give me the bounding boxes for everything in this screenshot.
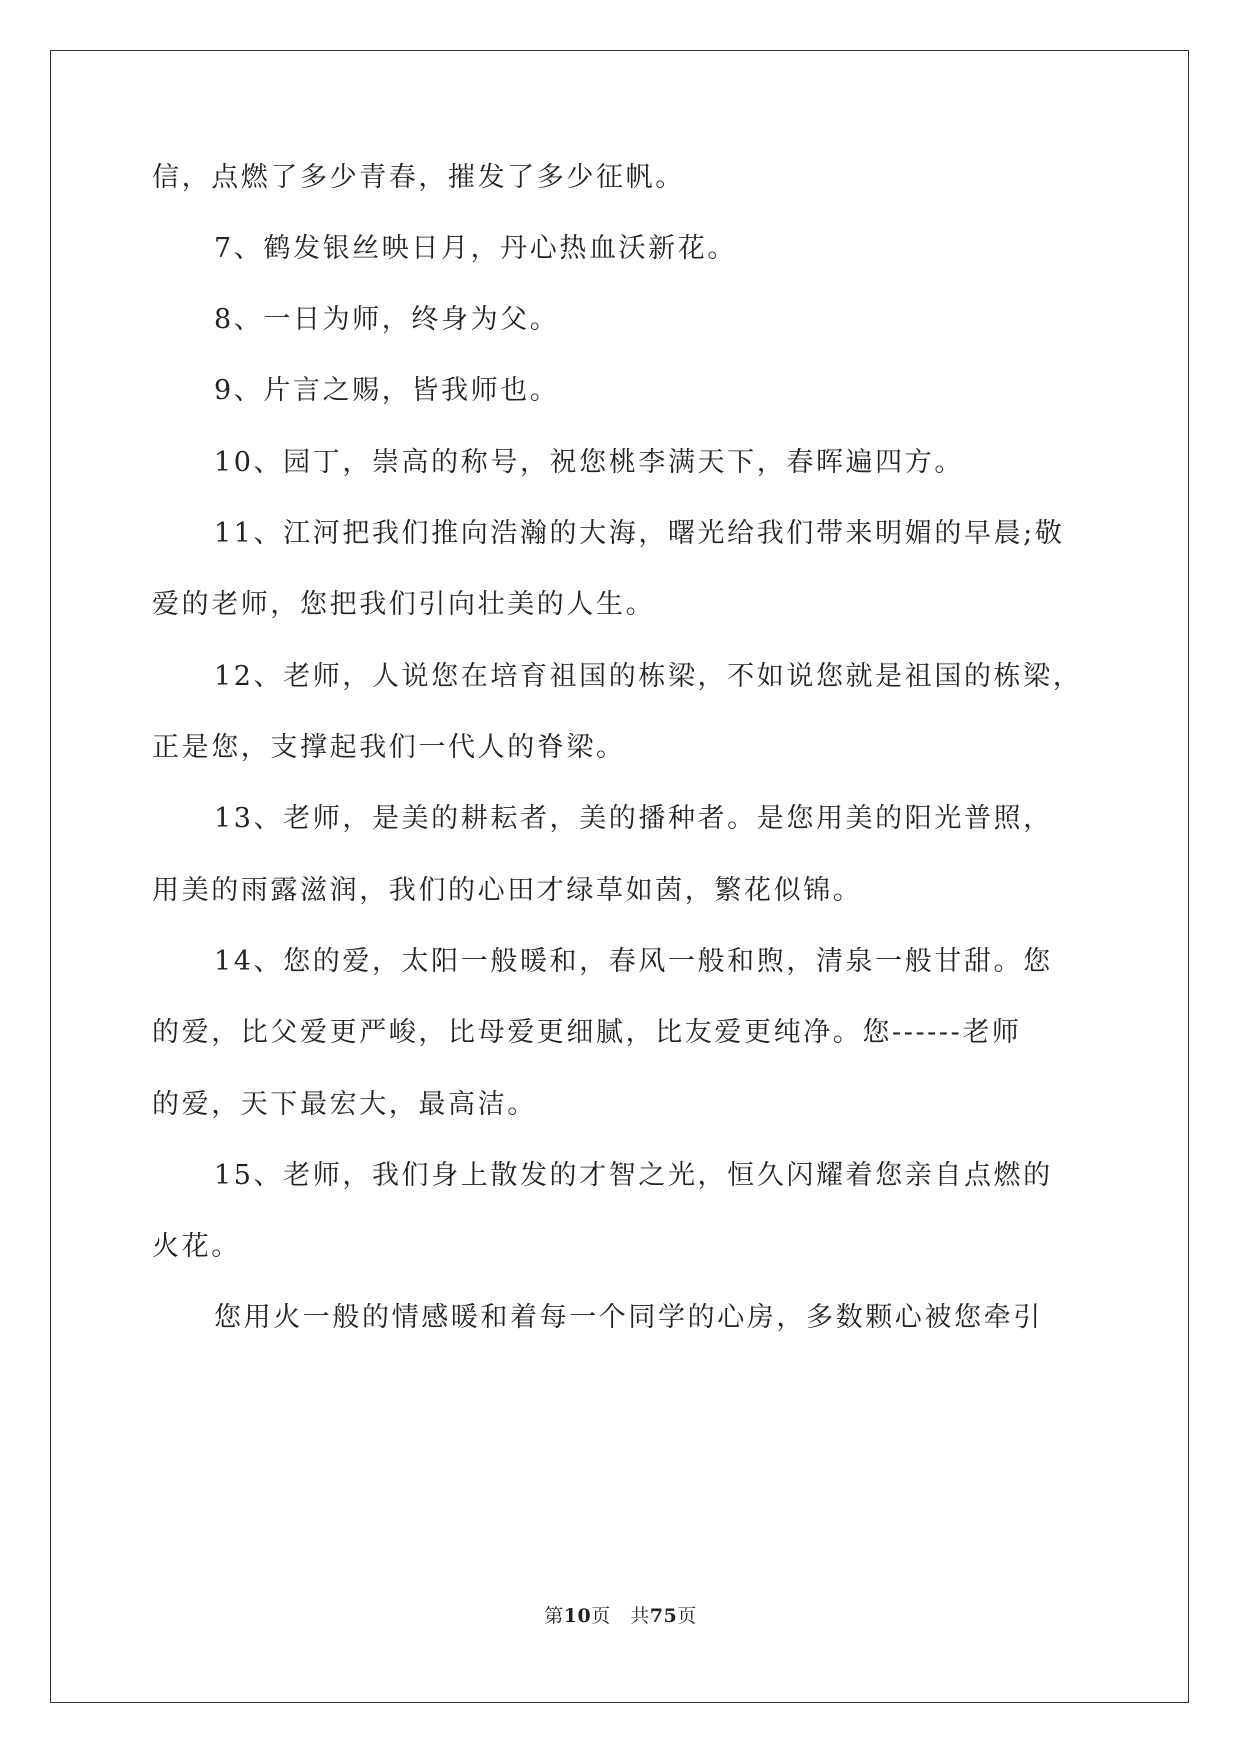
page-footer [0,1603,1241,1629]
text-line: 13、老师，是美的耕耘者，美的播种者。是您用美的阳光普照， [214,803,1053,834]
text-line: 火花。 [152,1231,241,1262]
text-line: 12、老师，人说您在培育祖国的栋梁，不如说您就是祖国的栋梁， [214,661,1083,692]
text-line: 爱的老师，您把我们引向壮美的人生。 [152,589,656,620]
text-line: 的爱，比父爱更严峻，比母爱更细腻，比友爱更纯净。您------老师 [152,1017,1022,1048]
text-line: 7、鹤发银丝映日月，丹心热血沃新花。 [214,233,737,264]
text-line: 您用火一般的情感暖和着每一个同学的心房，多数颗心被您牵引 [214,1302,1043,1333]
footer-prefix: 第 [544,1605,564,1627]
text-line: 的爱，天下最宏大，最高洁。 [152,1089,537,1120]
current-page-number: 10 [563,1605,592,1627]
text-line: 15、老师，我们身上散发的才智之光，恒久闪耀着您亲自点燃的 [214,1160,1053,1191]
text-line: 11、江河把我们推向浩瀚的大海，曙光给我们带来明媚的早晨;敬 [214,518,1065,549]
footer-mid: 页 共 [591,1605,650,1627]
text-line: 正是您，支撑起我们一代人的脊梁。 [152,732,626,763]
text-line: 9、片言之赐，皆我师也。 [214,375,560,406]
text-line: 10、园丁，崇高的称号，祝您桃李满天下，春晖遍四方。 [214,447,964,478]
footer-suffix: 页 [677,1605,697,1627]
text-line: 8、一日为师，终身为父。 [214,304,560,335]
text-line: 用美的雨露滋润，我们的心田才绿草如茵，繁花似锦。 [152,875,863,906]
text-line: 14、您的爱，太阳一般暖和，春风一般和煦，清泉一般甘甜。您 [214,946,1053,977]
text-line: 信，点燃了多少青春，摧发了多少征帆。 [152,162,685,193]
total-pages-number: 75 [649,1605,678,1627]
